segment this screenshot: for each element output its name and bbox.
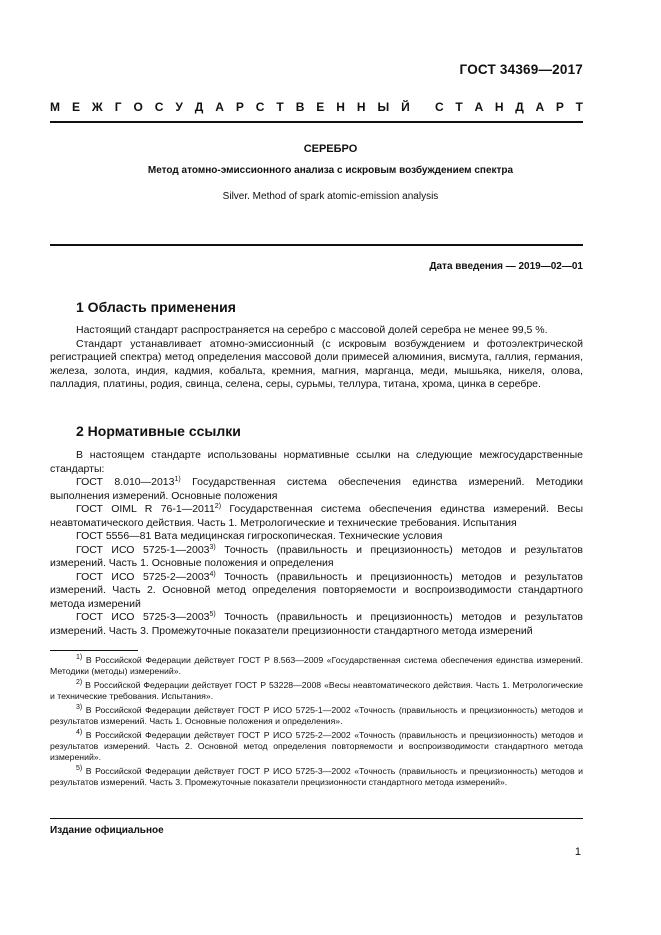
footnote-marker: 4): [209, 570, 216, 578]
footnote-marker: 5): [76, 765, 83, 772]
reference-code: ГОСТ 8.010—2013: [76, 476, 175, 488]
banner-letter: Д: [194, 100, 204, 114]
reference-code: ГОСТ ИСО 5725-1—2003: [76, 543, 210, 556]
footnote-marker: 5): [209, 611, 216, 618]
banner-letter: Е: [71, 100, 80, 114]
banner-letter: Р: [235, 100, 244, 114]
reference-title: Точность (правильность и прецизионность) методов и результатов измерений. Часть 3. Промежуточные показатели прецизионности стандартного метода измерений: [50, 611, 583, 637]
normative-reference: [50, 530, 583, 544]
banner-letter: С: [154, 100, 164, 114]
banner-word-standard: [435, 100, 583, 114]
section-2-heading: 2 Нормативные ссылки: [76, 423, 241, 439]
introduction-date: Дата введения — 2019—02—01: [429, 261, 583, 272]
footnote-text: В Российской Федерации действует ГОСТ Р 8.563—2009 «Государственная система обеспечения единства измерений. Методики (методы) измерений».: [50, 655, 583, 676]
footnote-item: [50, 680, 583, 702]
footnote-marker: 3): [76, 704, 83, 711]
banner-letter: Д: [515, 100, 524, 114]
footnote-marker: 4): [76, 729, 83, 736]
banner-letter: С: [435, 100, 444, 114]
footer-rule: [50, 818, 583, 819]
banner-letter: Г: [114, 100, 122, 114]
footnote-marker: 1): [174, 476, 181, 483]
normative-reference: [50, 611, 583, 638]
footnote-text: В Российской Федерации действует ГОСТ Р ИСО 5725-2—2002 «Точность (правильность и прецизионность) методов и результатов измерений. Часть 2. Основной метод определения повторяемости и воспроизводимости стандартного метода измерений».: [50, 730, 583, 762]
reference-code: ГОСТ 5556—81 Вата медицинская гигроскопическая. Технические условия: [76, 530, 443, 542]
banner-letter: Н: [336, 100, 345, 114]
footnote-marker: 2): [76, 679, 83, 686]
footnote-item: [50, 705, 583, 727]
banner-letter: Й: [401, 100, 410, 114]
banner-letter: М: [50, 100, 60, 114]
footnote-item: [50, 766, 583, 788]
banner-letter: С: [255, 100, 265, 114]
footnote-text: В Российской Федерации действует ГОСТ Р 53228—2008 «Весы неавтоматического действия. Часть 1. Метрологические и технические требования. Испытания».: [50, 680, 583, 701]
banner-letter: Ж: [91, 100, 103, 114]
footnote-text: В Российской Федерации действует ГОСТ Р ИСО 5725-1—2002 «Точность (правильность и прецизионность) методов и результатов измерений. Часть 1. Основные положения и определения».: [50, 705, 583, 726]
page-number: 1: [574, 846, 581, 858]
footnote-item: [50, 655, 583, 677]
reference-code: ГОСТ ИСО 5725-2—2003: [76, 570, 210, 583]
header-rule: [50, 121, 583, 123]
banner-letter: Н: [494, 100, 504, 114]
footnote-text: В Российской Федерации действует ГОСТ Р ИСО 5725-3—2002 «Точность (правильность и прецизионность) методов и результатов измерений. Часть 3. Промежуточные показатели прецизионности стандартного метода измерений».: [50, 766, 583, 787]
document-code: ГОСТ 34369—2017: [459, 62, 583, 77]
reference-title: Точность (правильность и прецизионность) методов и результатов измерений. Часть 2. Основной метод определения повторяемости и воспроизводимости стандартного метода измерений: [50, 570, 583, 610]
normative-references-list: [50, 476, 583, 638]
banner-letter: Т: [276, 100, 284, 114]
banner-letter: Ы: [377, 100, 390, 114]
banner-letter: У: [175, 100, 183, 114]
footnote-marker: 1): [76, 654, 83, 661]
banner-letter: Н: [356, 100, 366, 114]
banner-letter: А: [535, 100, 545, 114]
footnote-marker: 3): [209, 543, 216, 551]
official-edition-label: Издание официальное: [50, 825, 164, 836]
banner-letter: А: [215, 100, 224, 114]
interstate-standard-banner: [50, 100, 583, 114]
section-2-body: [50, 449, 583, 638]
banner-letter: Р: [555, 100, 564, 114]
banner-letter: А: [474, 100, 484, 114]
footnote-separator: [50, 650, 138, 651]
reference-title: Точность (правильность и прецизионность) методов и результатов измерений. Часть 1. Основные положения и определения: [50, 543, 583, 569]
footnote-item: [50, 730, 583, 763]
section-2-intro: В настоящем стандарте использованы нормативные ссылки на следующие межгосударственные стандарты:: [50, 449, 583, 475]
normative-reference: [50, 571, 583, 612]
document-title: СЕРЕБРО: [303, 143, 358, 155]
normative-reference: [50, 503, 583, 530]
banner-word-interstate: [50, 100, 410, 114]
reference-code: ГОСТ OIML R 76-1—2011: [76, 503, 215, 515]
normative-reference: [50, 476, 583, 503]
section-1-heading: 1 Область применения: [76, 299, 236, 315]
reference-code: ГОСТ ИСО 5725-3—2003: [76, 611, 210, 623]
banner-letter: О: [133, 100, 143, 114]
normative-reference: [50, 544, 583, 571]
banner-letter: В: [295, 100, 305, 114]
section-1-paragraph-1: Настоящий стандарт распространяется на серебро с массовой долей серебра не менее 99,5 %.: [76, 324, 548, 336]
reference-title: Государственная система обеспечения единства измерений. Весы неавтоматического действия. Часть 1. Метрологические и технические требования. Испытания: [50, 503, 583, 529]
title-rule: [50, 244, 583, 246]
document-subtitle-en: Silver. Method of spark atomic-emission analysis: [222, 191, 439, 202]
banner-letter: Т: [455, 100, 463, 114]
reference-title: Государственная система обеспечения единства измерений. Методики выполнения измерений. Основные положения: [50, 476, 584, 502]
footnotes: [50, 655, 583, 791]
footnote-marker: 2): [214, 503, 222, 510]
banner-letter: Е: [316, 100, 325, 114]
banner-letter: Т: [575, 100, 583, 114]
section-1-body: [50, 324, 583, 392]
section-1-paragraph-2: Стандарт устанавливает атомно-эмиссионный (с искровым возбуждением и фотоэлектрической регистрацией спектра) метод определения массовой доли примесей алюминия, висмута, галлия, германия, железа, золота, индия, кадмия, кобальта, кремния, магния, марганца, меди, мышьяка, никеля, олова, палладия, платины, родия, свинца, селена, серы, сурьмы, теллура, титана, хрома, цинка в серебре.: [50, 337, 583, 390]
document-subtitle-ru: Метод атомно-эмиссионного анализа с искровым возбуждением спектра: [147, 165, 514, 176]
